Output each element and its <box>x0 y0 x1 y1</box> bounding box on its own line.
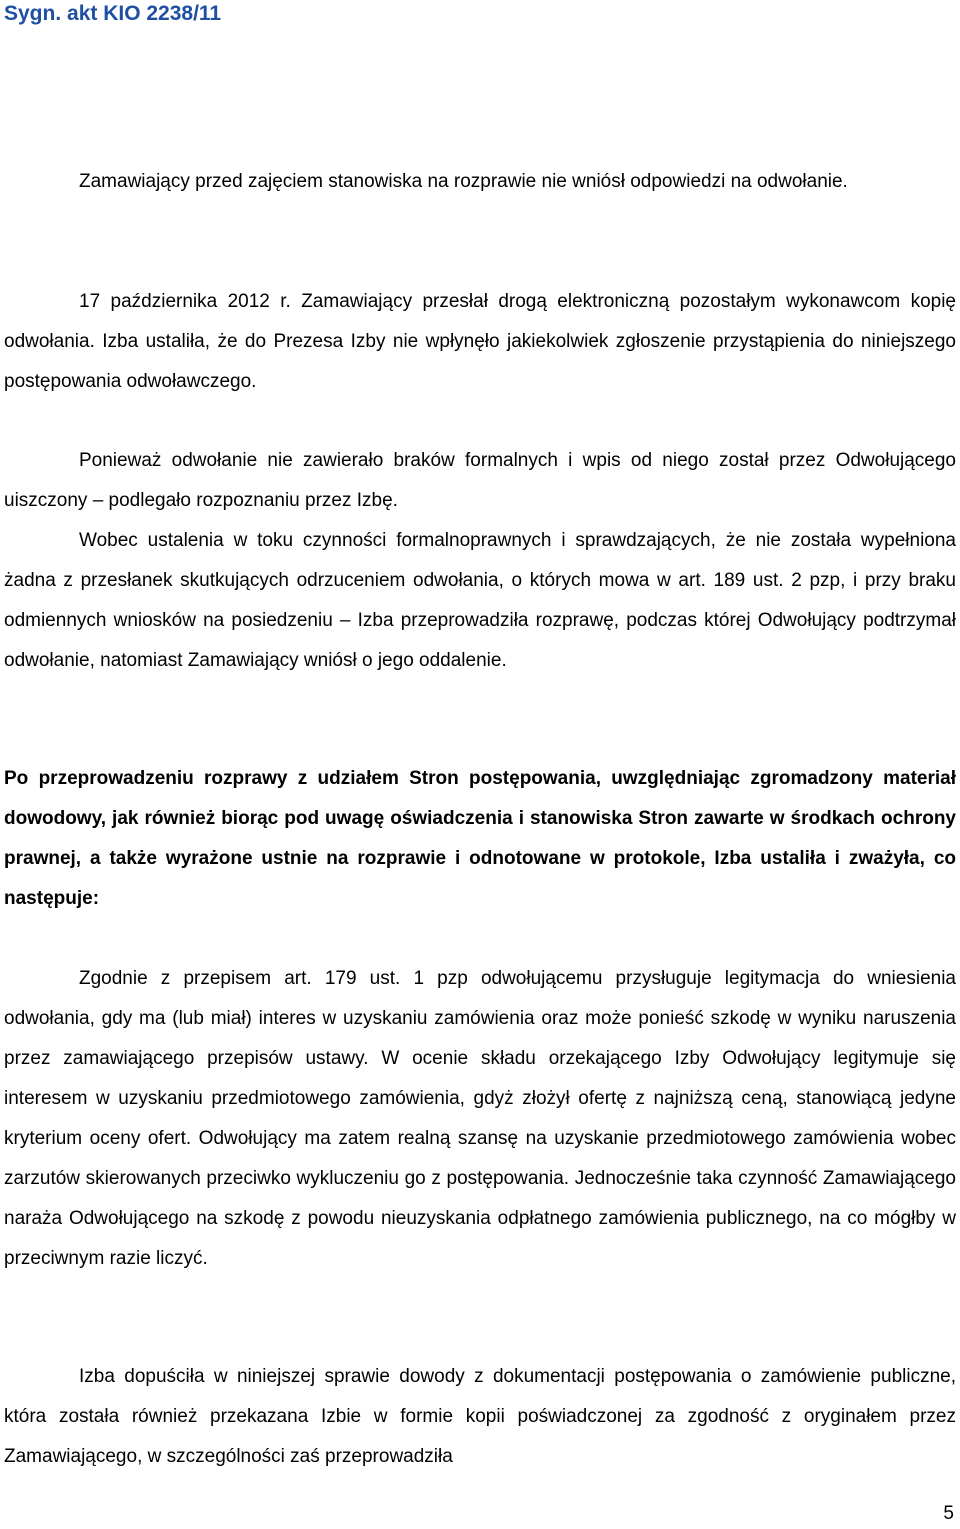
paragraph-1 <box>4 162 956 202</box>
paragraph-text: Zamawiający przed zajęciem stanowiska na rozprawie nie wniósł odpowiedzi na odwołanie. <box>79 171 848 192</box>
paragraph-3 <box>4 441 956 521</box>
case-number-header: Sygn. akt KIO 2238/11 <box>4 2 222 25</box>
paragraph-7 <box>4 1357 956 1477</box>
paragraph-text: Izba dopuściła w niniejszej sprawie dowody z dokumentacji postępowania o zamówienie publiczne, która została również przekazana Izbie w formie kopii poświadczonej za zgodność z oryginałem przez Zamawiającego, w szczególności zaś przeprowadziła <box>4 1366 956 1467</box>
paragraph-text: Zgodnie z przepisem art. 179 ust. 1 pzp odwołującemu przysługuje legitymacja do wniesienia odwołania, gdy ma (lub miał) interes w uzyskaniu zamówienia oraz może ponieść szkodę w wyniku naruszenia przez zamawiającego przepisów ustawy. W ocenie składu orzekającego Izby Odwołujący legitymuje się interesem w uzyskaniu przedmiotowego zamówienia, gdyż złożył ofertę z najniższą ceną, stanowiącą jedyne kryterium oceny ofert. Odwołujący ma zatem realną szansę na uzyskanie przedmiotowego zamówienia wobec zarzutów skierowanych przeciwko wykluczeniu go z postępowania. Jednocześnie taka czynność Zamawiającego naraża Odwołującego na szkodę z powodu nieuzyskania odpłatnego zamówienia publicznego, na co mógłby w przeciwnym razie liczyć. <box>4 968 956 1269</box>
page-number: 5 <box>943 1503 954 1524</box>
paragraph-2 <box>4 282 956 402</box>
paragraph-text: Wobec ustalenia w toku czynności formalnoprawnych i sprawdzających, że nie została wypełniona żadna z przesłanek skutkujących odrzuceniem odwołania, o których mowa w art. 189 ust. 2 pzp, i przy braku odmiennych wniosków na posiedzeniu – Izba przeprowadziła rozprawę, podczas której Odwołujący podtrzymał odwołanie, natomiast Zamawiający wniósł o jego oddalenie. <box>4 530 956 671</box>
paragraph-text: Ponieważ odwołanie nie zawierało braków formalnych i wpis od niego został przez Odwołującego uiszczony – podlegało rozpoznaniu przez Izbę. <box>4 450 956 511</box>
paragraph-5-findings-intro <box>4 759 956 919</box>
paragraph-4 <box>4 521 956 681</box>
paragraph-text: Po przeprowadzeniu rozprawy z udziałem Stron postępowania, uwzględniając zgromadzony materiał dowodowy, jak również biorąc pod uwagę oświadczenia i stanowiska Stron zawarte w środkach ochrony prawnej, a także wyrażone ustnie na rozprawie i odnotowane w protokole, Izba ustaliła i zważyła, co następuje: <box>4 768 956 909</box>
paragraph-6 <box>4 959 956 1279</box>
paragraph-text: 17 października 2012 r. Zamawiający przesłał drogą elektroniczną pozostałym wykonawcom kopię odwołania. Izba ustaliła, że do Prezesa Izby nie wpłynęło jakiekolwiek zgłoszenie przystąpienia do niniejszego postępowania odwoławczego. <box>4 291 956 392</box>
